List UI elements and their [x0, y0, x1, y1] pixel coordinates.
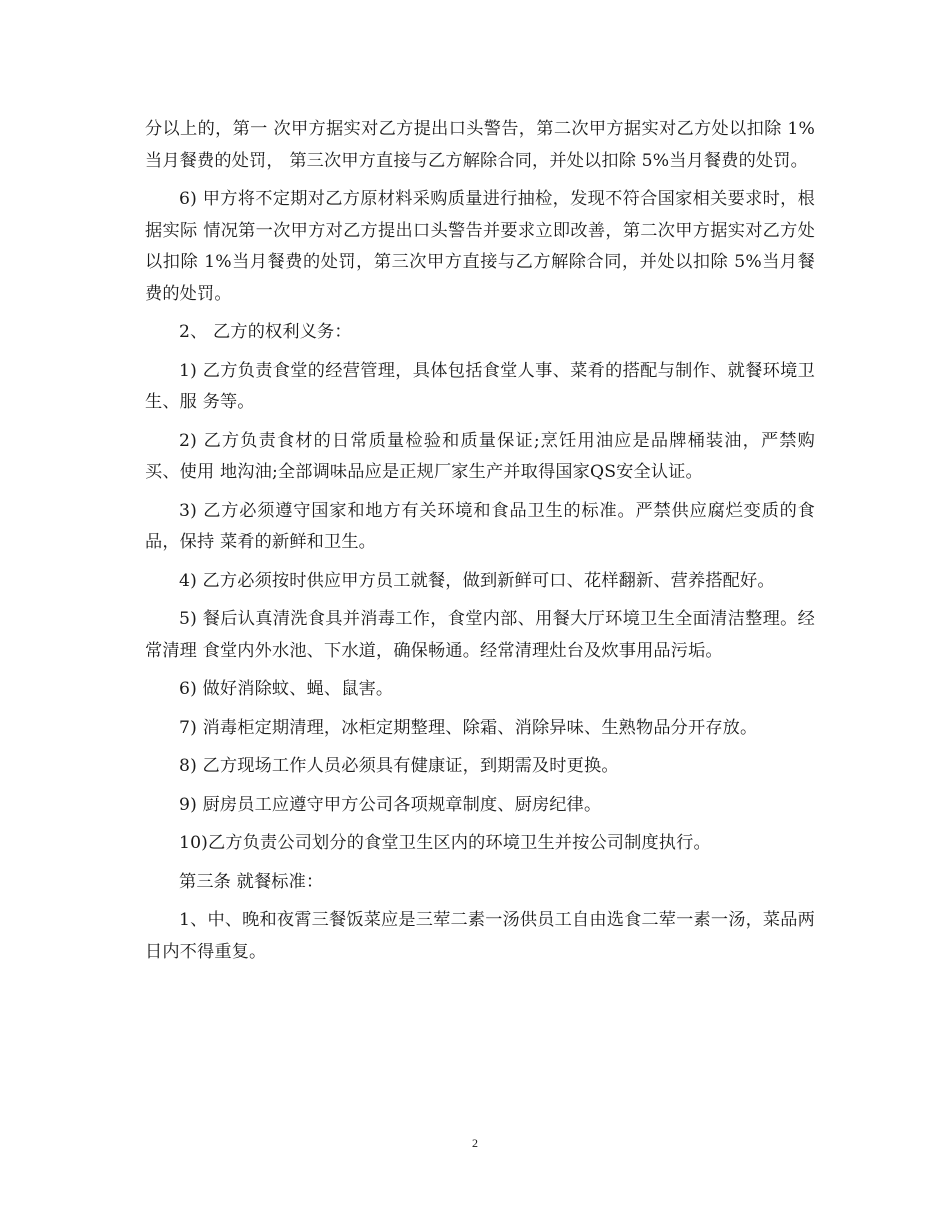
document-body [145, 114, 815, 975]
page-number: 2 [472, 1136, 478, 1150]
paragraph-clause-6-inspection: 6) 甲方将不定期对乙方原材料采购质量进行抽检，发现不符合国家相关要求时，根据实际 情况第一次甲方对乙方提出口头警告并要求立即改善，第二次甲方据实对乙方处以扣除 1%当月餐费的处罚，第三次甲方直接与乙方解除合同，并处以扣除 5%当月餐费的处罚。 [145, 189, 815, 304]
article-heading-meal-standard: 第三条 就餐标准： [179, 871, 324, 892]
paragraph-item-4: 4) 乙方必须按时供应甲方员工就餐，做到新鲜可口、花样翻新、营养搭配好。 [179, 570, 775, 591]
paragraph-item-7: 7) 消毒柜定期清理，冰柜定期整理、除霜、消除异味、生熟物品分开存放。 [179, 717, 758, 738]
paragraph-item-9: 9) 厨房员工应遵守甲方公司各项规章制度、厨房纪律。 [179, 794, 602, 815]
paragraph-item-2: 2) 乙方负责食材的日常质量检验和质量保证;烹饪用油应是品牌桶装油，严禁购买、使用 地沟油;全部调味品应是正规厂家生产并取得国家QS安全认证。 [145, 430, 815, 482]
paragraph-item-8: 8) 乙方现场工作人员必须具有健康证，到期需及时更换。 [179, 756, 619, 776]
section-heading-party-b-rights: 2、 乙方的权利义务： [179, 322, 352, 342]
paragraph-meal-standard-1: 1、中、晚和夜霄三餐饭菜应是三荤二素一汤供员工自由选食二荤一素一汤，菜品两日内不得重复。 [145, 910, 815, 962]
paragraph-continuation: 分以上的，第一 次甲方据实对乙方提出口头警告，第二次甲方据实对乙方处以扣除 1%当月餐费的处罚， 第三次甲方直接与乙方解除合同，并处以扣除 5%当月餐费的处罚。 [145, 119, 815, 171]
paragraph-item-5: 5) 餐后认真清洗食具并消毒工作，食堂内部、用餐大厅环境卫生全面清洁整理。经常清理 食堂内外水池、下水道，确保畅通。经常清理灶台及炊事用品污垢。 [145, 609, 815, 661]
paragraph-item-3: 3) 乙方必须遵守国家和地方有关环境和食品卫生的标准。严禁供应腐烂变质的食品，保持 菜肴的新鲜和卫生。 [145, 500, 815, 552]
paragraph-item-6: 6) 做好消除蚊、蝇、鼠害。 [179, 679, 394, 699]
paragraph-item-10: 10)乙方负责公司划分的食堂卫生区内的环境卫生并按公司制度执行。 [179, 833, 711, 853]
paragraph-item-1: 1) 乙方负责食堂的经营管理，具体包括食堂人事、菜肴的搭配与制作、就餐环境卫生、服 务等。 [145, 360, 815, 412]
